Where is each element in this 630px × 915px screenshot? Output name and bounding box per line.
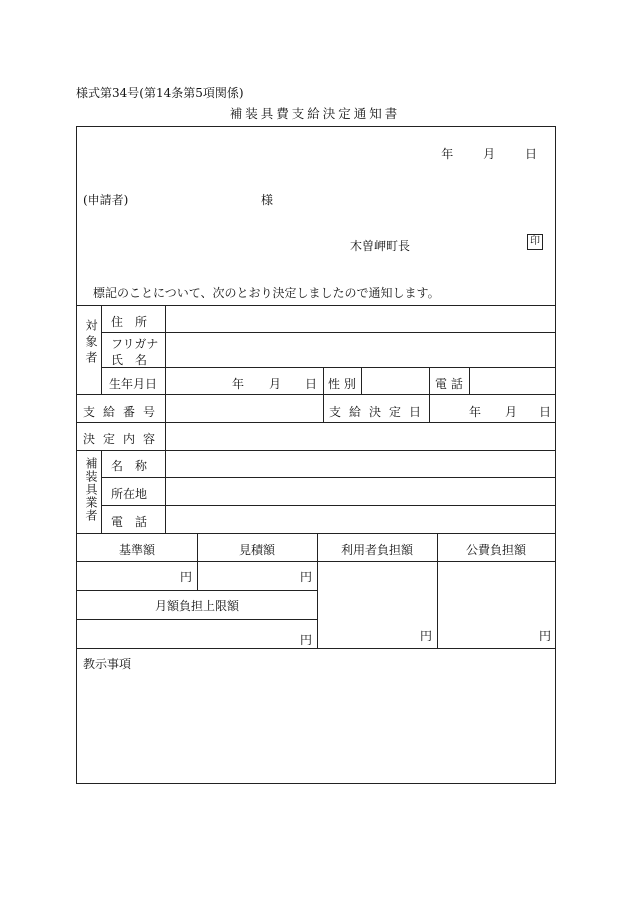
- vendor-name-label: 名 称: [111, 459, 148, 473]
- public-burden-label: 公費負担額: [465, 543, 526, 557]
- phone-label: 電 話: [435, 377, 463, 391]
- honorific-sama: 様: [261, 193, 274, 207]
- standard-amount-label: 基準額: [118, 543, 155, 557]
- mayor-name: 木曽岬町長: [350, 239, 411, 253]
- rule-yen-row-bottom: [77, 590, 317, 591]
- vendor-location-label: 所在地: [111, 487, 148, 501]
- seal-mark: 印: [527, 234, 543, 250]
- form-frame: [76, 126, 556, 784]
- user-burden-label: 利用者負担額: [340, 543, 413, 557]
- birth-month: 月: [269, 377, 282, 391]
- issue-day: 日: [524, 147, 537, 161]
- vrule-vendor-group: [101, 450, 102, 533]
- subject-group-label: 対象者: [84, 319, 98, 367]
- form-number: 様式第34号(第14条第5項関係): [76, 86, 244, 100]
- user-burden-yen: 円: [420, 629, 433, 643]
- issue-date: [415, 145, 537, 162]
- monthly-cap-label: 月額負担上限額: [154, 599, 239, 613]
- monthly-cap-yen: 円: [300, 633, 313, 647]
- rule-subject-bottom: [77, 394, 555, 395]
- birth-year: 年: [232, 377, 245, 391]
- estimate-amount-label: 見積額: [238, 543, 275, 557]
- rule-amount-head-bottom: [77, 561, 555, 562]
- birthdate-label: 生年月日: [109, 377, 158, 391]
- remarks-label: 教示事項: [83, 657, 132, 671]
- standard-yen: 円: [180, 570, 193, 584]
- rule-payno-bottom: [77, 422, 555, 423]
- vrule-subject-group: [101, 305, 102, 394]
- applicant-label: (申請者): [83, 193, 129, 207]
- birth-day: 日: [305, 377, 318, 391]
- gender-label: 性 別: [328, 377, 356, 391]
- vrule-gender-left: [323, 367, 324, 422]
- estimate-yen: 円: [300, 570, 313, 584]
- public-burden-yen: 円: [539, 629, 552, 643]
- rule-vloc-bottom: [101, 505, 555, 506]
- issue-year: 年: [441, 147, 454, 161]
- vendor-phone-label: 電 話: [111, 515, 148, 529]
- furigana-label: フリガナ: [111, 337, 159, 351]
- address-label: 住 所: [111, 315, 148, 329]
- decision-year: 年: [469, 405, 482, 419]
- vrule-phone-mid: [469, 367, 470, 394]
- vrule-phone-left: [429, 367, 430, 422]
- decision-day: 日: [539, 405, 552, 419]
- decision-month: 月: [505, 405, 518, 419]
- rule-vname-bottom: [101, 477, 555, 478]
- issue-month: 月: [483, 147, 496, 161]
- decision-content-label: 決定内容: [83, 432, 164, 446]
- rule-amount-bottom: [77, 648, 555, 649]
- rule-header-bottom: [77, 305, 555, 306]
- rule-cap-label-bottom: [77, 619, 317, 620]
- decision-date-label: 支給決定日: [329, 405, 430, 419]
- header-area: [77, 127, 555, 307]
- rule-name-bottom: [101, 367, 555, 368]
- vrule-gender-mid: [361, 367, 362, 394]
- rule-address-bottom: [101, 332, 555, 333]
- vendor-group-label: 補装具業者: [84, 457, 98, 522]
- payment-number-label: 支給番号: [83, 405, 164, 419]
- rule-content-bottom: [77, 450, 555, 451]
- notice-text: 標記のことについて、次のとおり決定しましたので通知します。: [93, 286, 440, 300]
- document-title: 補装具費支給決定通知書: [229, 106, 401, 121]
- rule-vendor-bottom: [77, 533, 555, 534]
- vrule-label-col: [165, 305, 166, 533]
- name-label: 氏 名: [111, 353, 148, 367]
